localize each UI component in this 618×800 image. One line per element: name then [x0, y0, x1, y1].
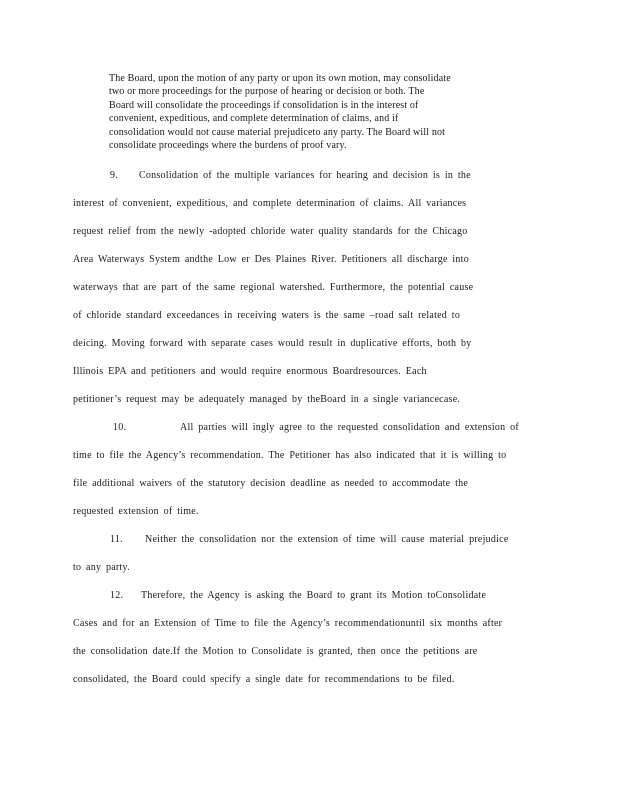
paragraph-line: the consolidation date.If the Motion to Consolidate is granted, then once the petitions are	[73, 646, 478, 657]
paragraph-line: interest of convenient, expeditious, and complete determination of claims. All variances	[73, 198, 467, 209]
paragraph-line: request relief from the newly -adopted chloride water quality standards for the Chicago	[73, 226, 468, 237]
paragraph-line: requested extension of time.	[73, 506, 199, 517]
paragraph-number-9: 9.	[110, 170, 118, 181]
block-quote	[109, 72, 509, 152]
quote-line: convenient, expeditious, and complete determination of claims, and if	[109, 113, 399, 125]
paragraph-line: of chloride standard exceedances in receiving waters is the same –road salt related to	[73, 310, 461, 321]
paragraph-line: Therefore, the Agency is asking the Board to grant its Motion toConsolidate	[141, 590, 487, 601]
quote-line: Board will consolidate the proceedings if consolidation is in the interest of	[109, 99, 419, 111]
paragraph-line: time to file the Agency’s recommendation. The Petitioner has also indicated that it is willing to	[73, 450, 507, 461]
quote-line: two or more proceedings for the purpose of hearing or decision or both. The	[109, 86, 425, 98]
paragraph-line: petitioner’s request may be adequately managed by theBoard in a single variancecase.	[73, 394, 461, 405]
quote-line: The Board, upon the motion of any party or upon its own motion, may consolidate	[109, 73, 451, 84]
quote-line: consolidation would not cause material prejudiceto any party. The Board will not	[109, 126, 446, 138]
paragraph-line: deicing. Moving forward with separate cases would result in duplicative efforts, both by	[73, 338, 472, 349]
paragraph-line: file additional waivers of the statutory decision deadline as needed to accommodate the	[73, 478, 469, 489]
quote-line: consolidate proceedings where the burdens of proof vary.	[109, 140, 347, 152]
paragraph-line: All parties will ingly agree to the requested consolidation and extension of	[180, 422, 519, 433]
paragraph-number-10: 10.	[113, 422, 127, 433]
paragraph-line: Cases and for an Extension of Time to file the Agency’s recommendationuntil six months after	[73, 618, 503, 629]
paragraph-line: Neither the consolidation nor the extension of time will cause material prejudice	[145, 534, 509, 545]
paragraph-number-11: 11.	[110, 534, 123, 545]
paragraph-line: Illinois EPA and petitioners and would require enormous Boardresources. Each	[73, 366, 427, 377]
paragraph-line: to any party.	[73, 562, 130, 573]
paragraph-line: Consolidation of the multiple variances for hearing and decision is in the	[139, 170, 471, 181]
paragraph-line: consolidated, the Board could specify a single date for recommendations to be filed.	[73, 674, 455, 685]
paragraph-number-12: 12.	[110, 590, 124, 601]
paragraph-line: Area Waterways System andthe Low er Des Plaines River. Petitioners all discharge into	[73, 254, 469, 265]
paragraph-line: waterways that are part of the same regional watershed. Furthermore, the potential cause	[73, 282, 474, 293]
